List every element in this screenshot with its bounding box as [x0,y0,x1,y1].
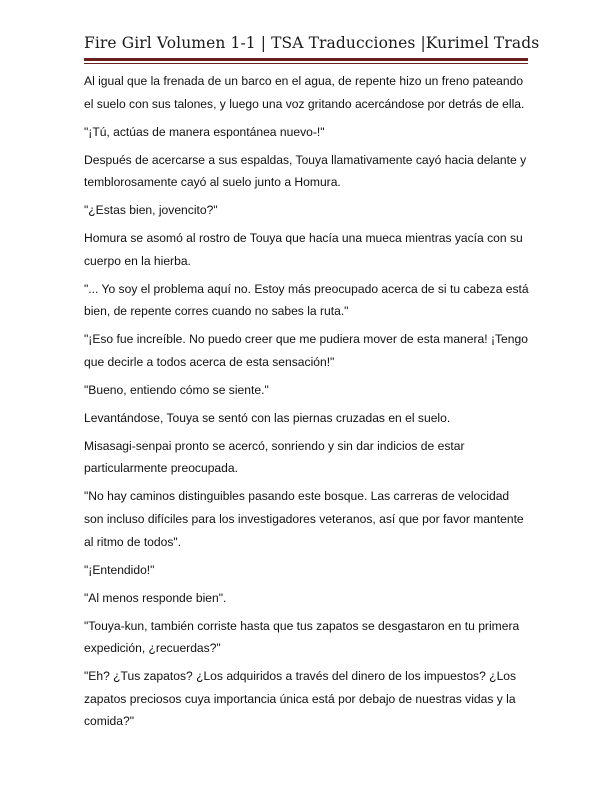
paragraph: "... Yo soy el problema aquí no. Estoy más preocupado acerca de si tu cabeza está bien, de repente corres cuando no sabes la ruta." [84,281,529,319]
document-body [84,70,530,738]
paragraph: Después de acercarse a sus espaldas, Touya llamativamente cayó hacia delante y temblorosamente cayó al suelo junto a Homura. [84,152,527,190]
paragraph: "¡Entendido!" [84,562,155,577]
paragraph: "Bueno, entiendo cómo se siente." [84,382,269,397]
header-rule-thin [84,63,528,64]
paragraph: Misasagi-senpai pronto se acercó, sonriendo y sin dar indicios de estar particularmente preocupada. [84,438,465,476]
page-header-title: Fire Girl Volumen 1-1 | TSA Traducciones |Kurimel Trads [84,34,540,52]
paragraph: "¡Eso fue increíble. No puedo creer que me pudiera mover de esta manera! ¡Tengo que decirle a todos acerca de esta sensación!" [84,332,528,369]
paragraph: "Eh? ¿Tus zapatos? ¿Los adquiridos a través del dinero de los impuestos? ¿Los zapatos preciosos cuya importancia única está por debajo de nuestras vidas y la comida?" [84,669,517,729]
paragraph: Al igual que la frenada de un barco en el agua, de repente hizo un freno pateando el suelo con sus talones, y luego una voz gritando acercándose por detrás de ella. [84,74,525,111]
header-rule-thick [84,58,528,61]
paragraph: "Touya-kun, también corriste hasta que tus zapatos se desgastaron en tu primera expedición, ¿recuerdas?" [84,618,520,656]
paragraph: Homura se asomó al rostro de Touya que hacía una mueca mientras yacía con su cuerpo en la hierba. [84,231,523,268]
paragraph: "¿Estas bien, jovencito?" [84,203,218,218]
paragraph: Levantándose, Touya se sentó con las piernas cruzadas en el suelo. [84,410,451,425]
paragraph: "No hay caminos distinguibles pasando este bosque. Las carreras de velocidad son incluso difíciles para los investigadores veteranos, así que por favor mantente al ritmo de todos". [84,489,524,549]
paragraph: "¡Tú, actúas de manera espontánea nuevo-!" [84,124,325,139]
paragraph: "Al menos responde bien". [84,590,227,605]
